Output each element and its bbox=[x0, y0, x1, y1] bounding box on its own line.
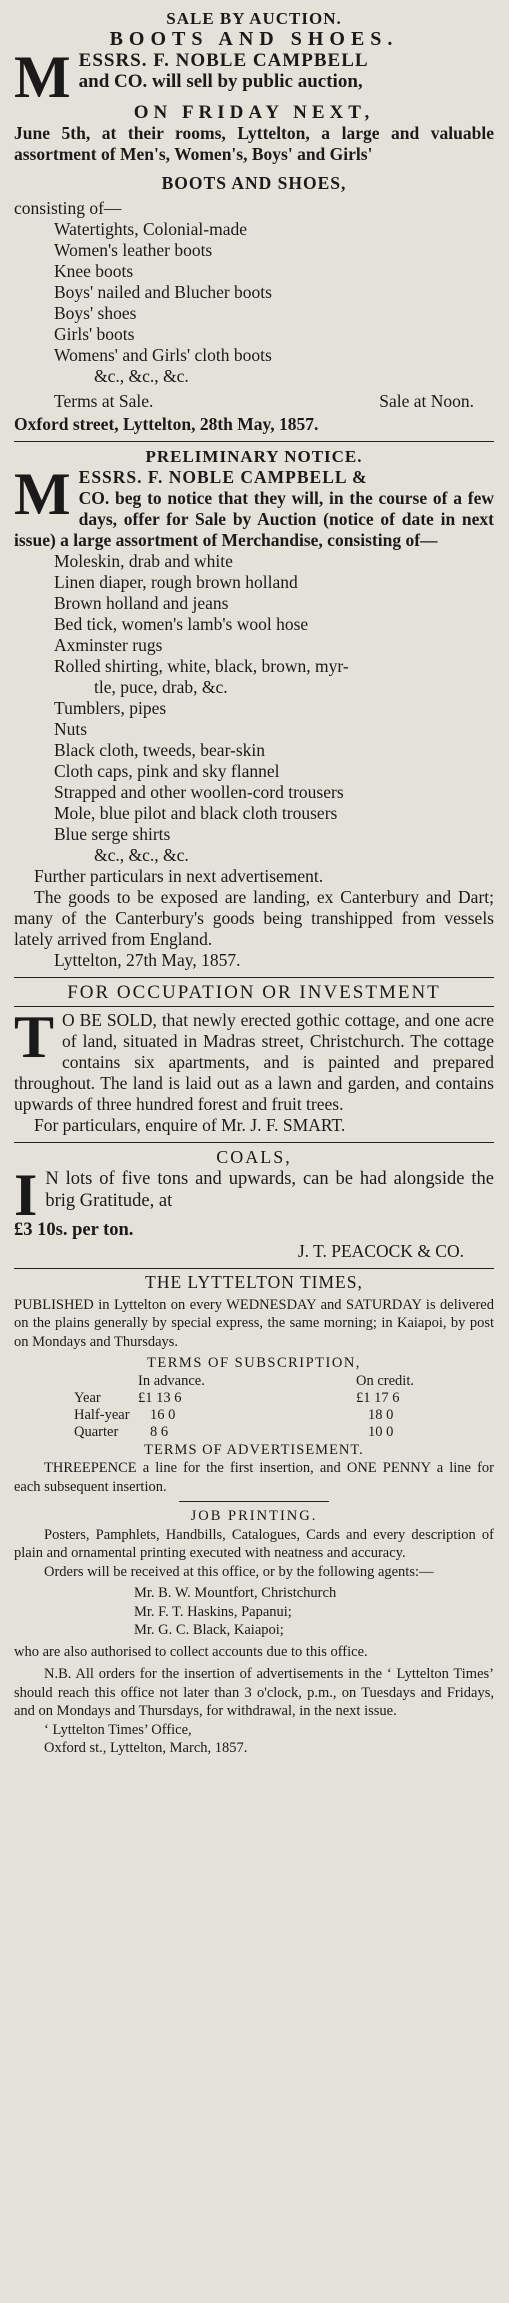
list-item: Linen diaper, rough brown holland bbox=[54, 572, 298, 592]
list-item: Knee boots bbox=[54, 261, 134, 281]
subscription-table bbox=[14, 1373, 494, 1441]
newspaper-column bbox=[14, 0, 494, 2303]
ad-price: £3 10s. per ton. bbox=[14, 1220, 134, 1240]
job-text: Posters, Pamphlets, Handbills, Catalogues, Cards and every description of plain and ornamental printing executed with neatness and accuracy. bbox=[14, 1526, 494, 1561]
ad-title: FOR OCCUPATION OR INVESTMENT bbox=[67, 982, 441, 1003]
table-cell: Year bbox=[74, 1389, 101, 1406]
list-item: tle, puce, drab, &c. bbox=[94, 677, 228, 697]
list-item: Nuts bbox=[54, 719, 88, 739]
list-item: Bed tick, women's lamb's wool hose bbox=[54, 614, 309, 634]
job-title: JOB PRINTING. bbox=[190, 1508, 318, 1524]
divider bbox=[14, 977, 494, 978]
list-item: Cloth caps, pink and sky flannel bbox=[54, 761, 280, 781]
lyttelton-times-ad bbox=[14, 1273, 494, 1758]
ad-further: Further particulars in next advertisement. bbox=[34, 866, 324, 886]
terms-title: TERMS OF SUBSCRIPTION, bbox=[147, 1355, 361, 1371]
preliminary-notice-ad bbox=[14, 446, 494, 971]
orders-text: Orders will be received at this office, or by the following agents:— bbox=[44, 1563, 434, 1580]
ad-enquire: For particulars, enquire of Mr. J. F. SMART. bbox=[34, 1115, 346, 1135]
list-item: &c., &c., &c. bbox=[94, 845, 189, 865]
nb-text: N.B. All orders for the insertion of advertisements in the ‘ Lyttelton Times’ should reach this office not later than 3 o'clock, p.m., on Tuesdays and Fridays, and on Mondays and Thursdays, for withdrawal, in the next issue. bbox=[14, 1666, 494, 1719]
list-item: Brown holland and jeans bbox=[54, 593, 229, 613]
list-item: Girls' boots bbox=[54, 324, 135, 344]
ad-body: PUBLISHED in Lyttelton on every WEDNESDAY and SATURDAY is delivered on the plains generally by special express, the same morning; in Kaiapoi, by post on Mondays and Thursdays. bbox=[14, 1296, 494, 1350]
ad-dateline: Lyttelton, 27th May, 1857. bbox=[54, 950, 241, 970]
list-item: Strapped and other woollen-cord trousers bbox=[54, 782, 344, 802]
occupation-investment-ad bbox=[14, 982, 494, 1136]
ad-body: N lots of five tons and upwards, can be had alongside the brig Gratitude, at bbox=[45, 1169, 494, 1211]
divider bbox=[14, 1142, 494, 1143]
ad-dateline: Oxford st., Lyttelton, March, 1857. bbox=[44, 1740, 248, 1756]
table-cell: 16 0 bbox=[150, 1406, 176, 1423]
sale-time-text: Sale at Noon. bbox=[379, 391, 474, 411]
list-item: Black cloth, tweeds, bear-skin bbox=[54, 740, 266, 760]
ad-intro-2: and CO. will sell by public auction, bbox=[78, 71, 363, 92]
ad-intro: ESSRS. F. NOBLE CAMPBELL bbox=[78, 50, 369, 71]
ad-title: SALE BY AUCTION. bbox=[166, 9, 342, 28]
item-list bbox=[14, 219, 494, 387]
column-header: In advance. bbox=[138, 1372, 205, 1389]
adv-text: THREEPENCE a line for the first insertion, and ONE PENNY a line for each subsequent insertion. bbox=[14, 1460, 494, 1495]
divider bbox=[14, 1268, 494, 1269]
drop-cap: T bbox=[14, 1004, 55, 1070]
agent-list bbox=[14, 1584, 494, 1640]
list-item: Boys' nailed and Blucher boots bbox=[54, 282, 272, 302]
ad-day: ON FRIDAY NEXT, bbox=[133, 102, 375, 123]
item-list bbox=[14, 551, 494, 866]
divider bbox=[14, 441, 494, 442]
column-header: On credit. bbox=[356, 1372, 414, 1389]
list-item: Boys' shoes bbox=[54, 303, 137, 323]
list-item: Rolled shirting, white, black, brown, myr- bbox=[54, 656, 349, 676]
list-item: Mr. G. C. Black, Kaiapoi; bbox=[134, 1622, 284, 1638]
drop-cap: M bbox=[14, 461, 71, 527]
list-item: Mr. B. W. Mountfort, Christchurch bbox=[134, 1585, 337, 1601]
ad-dateline: Oxford street, Lyttelton, 28th May, 1857. bbox=[14, 414, 319, 434]
drop-cap: M bbox=[14, 44, 71, 110]
list-item: Watertights, Colonial-made bbox=[54, 219, 247, 239]
table-cell: 10 0 bbox=[368, 1423, 394, 1440]
list-item: Womens' and Girls' cloth boots bbox=[54, 345, 272, 365]
table-cell: £1 13 6 bbox=[138, 1389, 182, 1406]
list-item: Mole, blue pilot and black cloth trousers bbox=[54, 803, 338, 823]
ad-body: CO. beg to notice that they will, in the course of a few days, offer for Sale by Auction (notice of date in next issue) a large assortment of Merchandise, consisting of— bbox=[14, 488, 494, 550]
table-cell: Half-year bbox=[74, 1406, 130, 1423]
ad-heading: BOOTS AND SHOES, bbox=[161, 173, 347, 193]
drop-cap: I bbox=[14, 1162, 38, 1228]
list-item: Axminster rugs bbox=[54, 635, 163, 655]
list-item: Mr. F. T. Haskins, Papanui; bbox=[134, 1603, 292, 1620]
ad-subtitle: BOOTS AND SHOES. bbox=[109, 28, 399, 50]
list-item: Moleskin, drab and white bbox=[54, 551, 233, 571]
coals-ad bbox=[14, 1147, 494, 1262]
divider bbox=[179, 1501, 329, 1502]
table-cell: 8 6 bbox=[150, 1423, 169, 1440]
ad-consisting: consisting of— bbox=[14, 198, 122, 218]
list-item: Women's leather boots bbox=[54, 240, 213, 260]
ad-title: THE LYTTELTON TIMES, bbox=[145, 1272, 363, 1292]
terms-text: Terms at Sale. bbox=[54, 391, 154, 411]
ad-title: PRELIMINARY NOTICE. bbox=[145, 447, 363, 466]
adv-title: TERMS OF ADVERTISEMENT. bbox=[144, 1441, 364, 1458]
list-item: Tumblers, pipes bbox=[54, 698, 167, 718]
office-text: ‘ Lyttelton Times’ Office, bbox=[44, 1721, 192, 1738]
divider bbox=[14, 1006, 494, 1007]
ad-body: O BE SOLD, that newly erected gothic cottage, and one acre of land, situated in Madras street, Christchurch. The cottage contains six apartments, and is painted and prepared throughout. The land is laid out as a lawn and garden, and contains upwards of three hundred forest and fruit trees. bbox=[14, 1010, 494, 1114]
ad-goods: The goods to be exposed are landing, ex Canterbury and Dart; many of the Canterbury's goods being transhipped from vessels lately arrived from England. bbox=[14, 887, 494, 949]
ad-intro: ESSRS. F. NOBLE CAMPBELL & bbox=[78, 467, 368, 487]
auction-boots-ad bbox=[14, 8, 494, 435]
ad-signature: J. T. PEACOCK & CO. bbox=[297, 1241, 464, 1261]
list-item: &c., &c., &c. bbox=[94, 366, 189, 386]
ad-body: June 5th, at their rooms, Lyttelton, a large and valuable assortment of Men's, Women's, Boys' and Girls' bbox=[14, 123, 494, 164]
table-cell: 18 0 bbox=[368, 1406, 394, 1423]
ad-title: COALS, bbox=[216, 1147, 292, 1167]
table-cell: Quarter bbox=[74, 1423, 119, 1440]
list-item: Blue serge shirts bbox=[54, 824, 171, 844]
authorised-text: who are also authorised to collect accounts due to this office. bbox=[14, 1643, 368, 1660]
table-cell: £1 17 6 bbox=[356, 1389, 400, 1406]
